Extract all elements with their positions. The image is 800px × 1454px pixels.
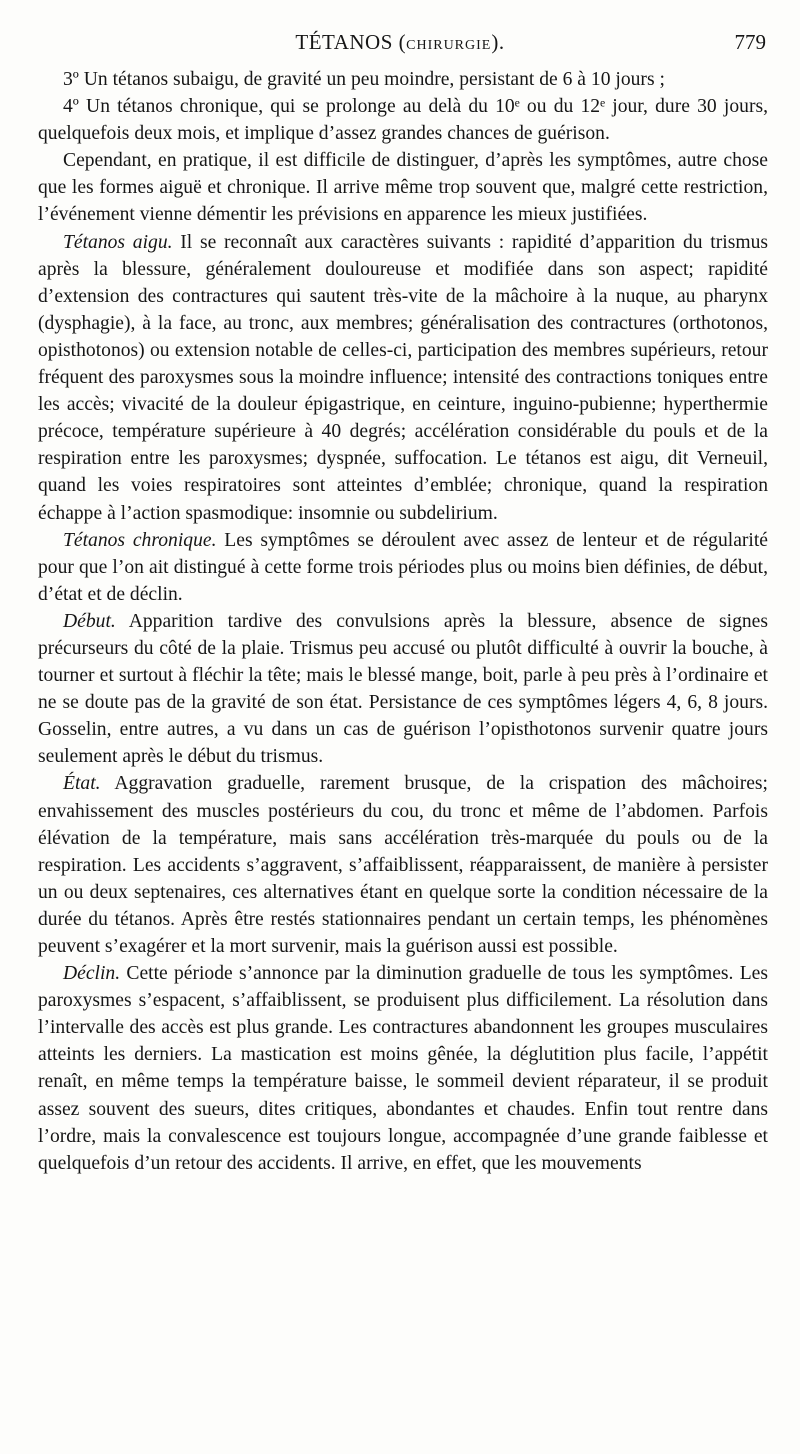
paragraph-subacute [38, 66, 768, 93]
paragraph-text: Cette période s’annonce par la diminution graduelle de tous les symptômes. Les paroxysmes s’espacent, s’affaiblissent, se produisent plus difficilement. La résolution dans l’intervalle des accès est plus grande. Les contractures abandonnent les groupes musculaires atteints les derniers. La mastication est moins gênée, la déglutition plus facile, l’appétit renaît, en même temps la température baisse, le sommeil devient réparateur, il se produit assez souvent des sueurs, dites critiques, abondantes et chaudes. Enfin tout rentre dans l’ordre, mais la convalescence est toujours longue, accompagnée d’une grande faiblesse et quelquefois d’un retour des accidents. Il arrive, en effet, que les mouvements [38, 963, 768, 1174]
paragraph-label: Tétanos aigu. [63, 231, 173, 253]
paragraph-decline [38, 960, 768, 1177]
running-head-title: TÉTANOS [295, 30, 393, 54]
paragraph-text: Les symptômes se déroulent avec assez de lenteur et de régularité pour que l’on ait distingué à cette forme trois périodes plus ou moins bien définies, de début, d’état et de déclin. [38, 529, 768, 605]
paragraph-state [38, 770, 768, 960]
paragraph-chronic-form [38, 93, 768, 147]
paragraph-text: 4º Un tétanos chronique, qui se prolonge au delà du 10ᵉ ou du 12ᵉ jour, dure 30 jours, quelquefois deux mois, et implique d’assez grandes chances de guérison. [38, 96, 768, 145]
paragraph-text: Cependant, en pratique, il est difficile de distinguer, d’après les symptômes, autre chose que les formes aiguë et chronique. Il arrive même trop souvent que, malgré cette restriction, l’événement vienne démentir les prévisions en apparence les mieux justifiées. [38, 150, 768, 226]
running-head [0, 30, 800, 55]
running-head-open: ( [392, 30, 407, 54]
paragraph-onset [38, 608, 768, 771]
page-header [0, 30, 800, 64]
paragraph-label: Début. [63, 610, 116, 632]
paragraph-text: Il se reconnaît aux caractères suivants : rapidité d’apparition du trismus après la blessure, généralement douloureuse et modifiée dans son aspect; rapidité d’extension des contractures qui sautent très-vite de la mâchoire à la nuque, au pharynx (dysphagie), à la face, au tronc, aux membres; généralisation des contractures (orthotonos, opisthotonos) ou extension notable de celles-ci, participation des membres supérieurs, retour fréquent des paroxysmes sous la moindre influence; intensité des contractions toniques entre les accès; vivacité de la douleur épigastrique, en ceinture, inguino-pubienne; hyperthermie précoce, température supérieure à 40 degrés; accélération considérable du pouls et de la respiration entre les paroxysmes; dyspnée, suffocation. Le tétanos est aigu, dit Verneuil, quand les voies respiratoires sont atteintes d’emblée; chronique, quand la respiration échappe à l’action spasmodique: insomnie ou subdelirium. [38, 231, 768, 524]
paragraph-chronic-tetanus [38, 527, 768, 608]
paragraph-label: Déclin. [63, 963, 121, 985]
running-head-close: ). [491, 30, 505, 54]
page-number: 779 [734, 30, 766, 54]
body-text [38, 66, 768, 1177]
paragraph-text: Apparition tardive des convulsions après la blessure, absence de signes précurseurs du côté de la plaie. Trismus peu accusé ou plutôt difficulté à ouvrir la bouche, à tourner et surtout à fléchir la tête; mais le blessé mange, boit, parle à peu près à l’ordinaire et ne se doute pas de la gravité de son état. Persistance de ces symptômes légers 4, 6, 8 jours. Gosselin, entre autres, a vu dans un cas de guérison l’opisthotonos survenir quatre jours seulement après le début du trismus. [38, 610, 768, 768]
paragraph-acute-tetanus [38, 229, 768, 527]
paragraph-text: 3º Un tétanos subaigu, de gravité un peu moindre, persistant de 6 à 10 jours ; [63, 69, 665, 90]
paragraph-label: Tétanos chronique. [63, 529, 217, 551]
paragraph-practice [38, 147, 768, 228]
paragraph-text: Aggravation graduelle, rarement brusque, de la crispation des mâchoires; envahissement des muscles postérieurs du cou, du tronc et même de l’abdomen. Parfois élévation de la température, mais sans accélération très-marquée du pouls ou de la respiration. Les accidents s’aggravent, s’affaiblissent, réapparaissent, de manière à persister un ou deux septenaires, ces alternatives étant en quelque sorte la condition nécessaire de la durée du tétanos. Après être restés stationnaires pendant un certain temps, les phénomènes peuvent s’exagérer et la mort survenir, mais la guérison aussi est possible. [38, 773, 768, 957]
running-head-subtitle: CHIRURGIE [406, 38, 492, 53]
paragraph-label: État. [63, 773, 101, 795]
